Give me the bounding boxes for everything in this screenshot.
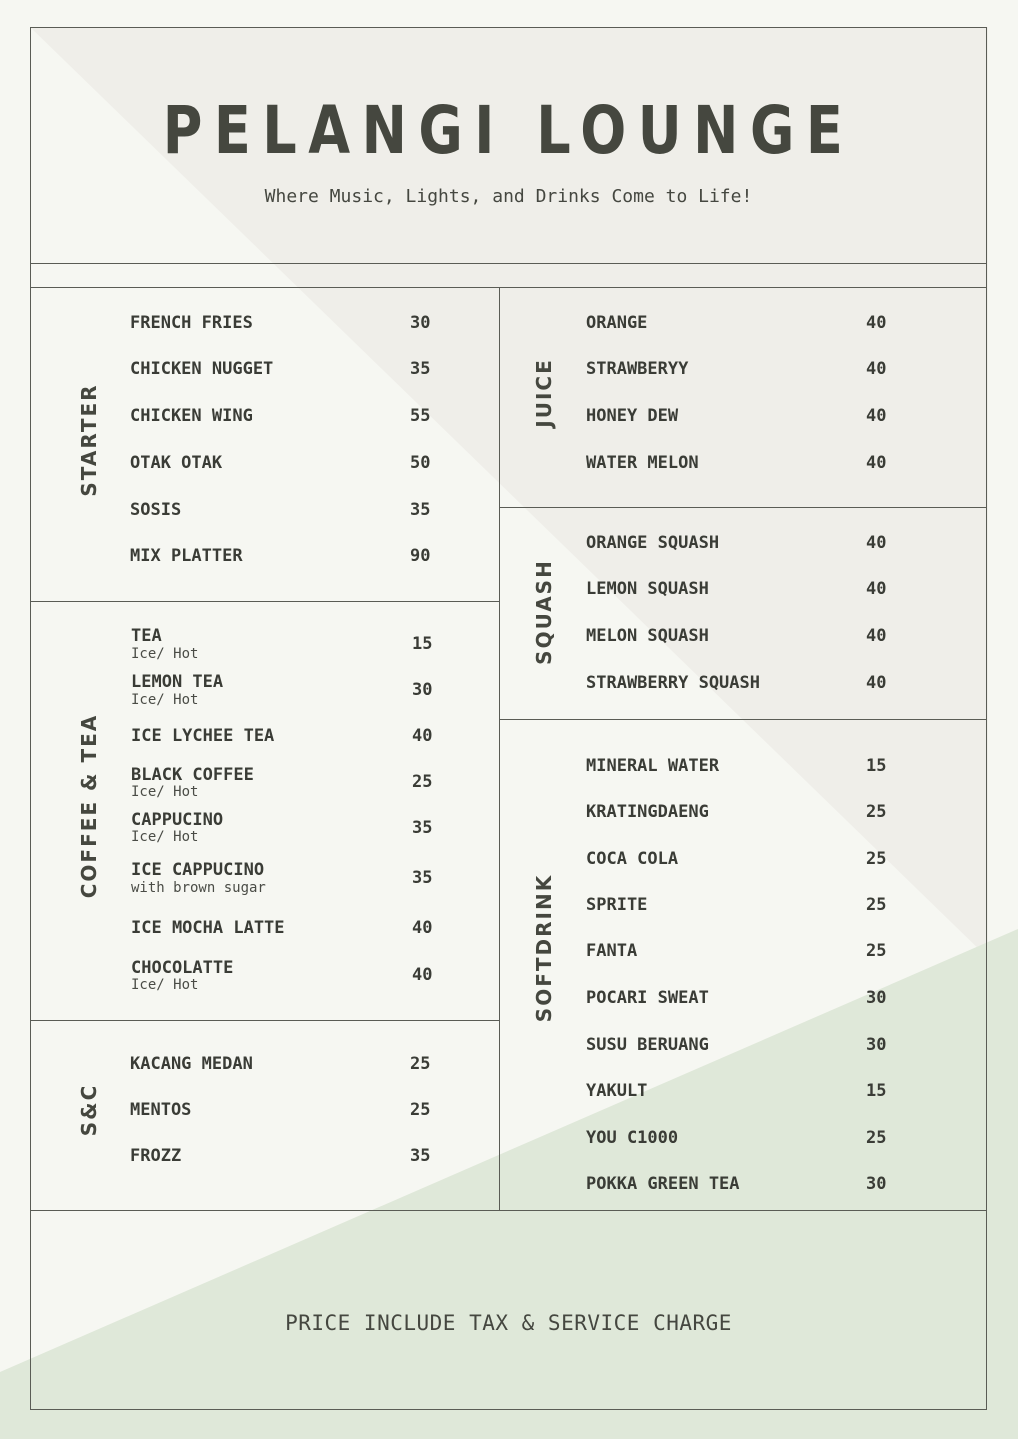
menu-item-price: 30 (412, 680, 433, 700)
menu-item-name: CAPPUCINO (131, 810, 224, 830)
menu-item-name: YOU C1000 (586, 1128, 679, 1148)
coffee-snc-divider (30, 1020, 499, 1021)
menu-item-name: MENTOS (130, 1100, 192, 1120)
menu-item-price: 40 (412, 918, 433, 938)
menu-item-price: 55 (410, 406, 431, 426)
menu-item-price: 35 (410, 500, 431, 520)
menu-item-name: CHICKEN NUGGET (130, 359, 274, 379)
menu-item-price: 30 (410, 313, 431, 333)
footer-divider (30, 1210, 987, 1211)
menu-item-price: 15 (866, 1081, 887, 1101)
menu-item-price: 35 (412, 818, 433, 838)
menu-item-price: 25 (866, 849, 887, 869)
menu-item-name: ICE MOCHA LATTE (131, 918, 285, 938)
category-label-snc: S&C (77, 1083, 101, 1137)
squash-softdrink-divider (500, 719, 987, 720)
menu-item-price: 25 (410, 1100, 431, 1120)
menu-item-name: ORANGE (586, 313, 648, 333)
menu-item-price: 25 (866, 895, 887, 915)
menu-item-price: 40 (866, 359, 887, 379)
menu-item-name: CHICKEN WING (130, 406, 253, 426)
menu-item-name: FANTA (586, 941, 638, 961)
menu-item-name: LEMON TEA (131, 672, 224, 692)
category-label-juice: JUICE (532, 358, 556, 428)
juice-squash-divider (500, 507, 987, 508)
menu-item-name: MINERAL WATER (586, 756, 720, 776)
category-label-coffee-tea: COFFEE & TEA (77, 713, 101, 899)
menu-item-price: 15 (412, 634, 433, 654)
category-label-softdrink: SOFTDRINK (532, 873, 556, 1023)
menu-item-name: BLACK COFFEE (131, 765, 254, 785)
menu-item-name: OTAK OTAK (130, 453, 223, 473)
menu-item-name: KACANG MEDAN (130, 1054, 253, 1074)
menu-item-name: SPRITE (586, 895, 648, 915)
menu-item-price: 35 (412, 868, 433, 888)
menu-item-name: YAKULT (586, 1081, 648, 1101)
menu-item-name: WATER MELON (586, 453, 699, 473)
menu-item-price: 40 (866, 313, 887, 333)
menu-item-price: 40 (866, 453, 887, 473)
starter-coffee-divider (30, 601, 499, 602)
tagline: Where Music, Lights, and Drinks Come to Life! (264, 186, 753, 207)
menu-item-name: POCARI SWEAT (586, 988, 709, 1008)
menu-item-price: 25 (866, 1128, 887, 1148)
column-divider (499, 287, 500, 1210)
menu-item-price: 35 (410, 359, 431, 379)
menu-item-name: LEMON SQUASH (586, 579, 709, 599)
menu-item-price: 40 (866, 626, 887, 646)
menu-item-name: STRAWBERYY (586, 359, 689, 379)
header-divider (30, 263, 987, 264)
menu-item-price: 40 (866, 579, 887, 599)
menu-item-price: 30 (866, 1174, 887, 1194)
menu-item-name: KRATINGDAENG (586, 802, 709, 822)
menu-item-name: SUSU BERUANG (586, 1035, 709, 1055)
category-label-squash: SQUASH (532, 559, 556, 665)
menu-item-price: 25 (412, 772, 433, 792)
menu-item-name: COCA COLA (586, 849, 679, 869)
menu-item-price: 40 (866, 406, 887, 426)
menu-item-note: Ice/ Hot (131, 646, 199, 662)
menu-item-price: 30 (866, 1035, 887, 1055)
menu-item-price: 35 (410, 1146, 431, 1166)
menu-item-price: 40 (866, 533, 887, 553)
menu-item-price: 30 (866, 988, 887, 1008)
menu-item-name: FRENCH FRIES (130, 313, 253, 333)
menu-item-note: Ice/ Hot (131, 977, 199, 993)
menu-item-name: MELON SQUASH (586, 626, 709, 646)
footer-note: PRICE INCLUDE TAX & SERVICE CHARGE (285, 1311, 732, 1335)
menu-item-price: 40 (412, 965, 433, 985)
menu-item-name: FROZZ (130, 1146, 182, 1166)
menu-item-name: POKKA GREEN TEA (586, 1174, 740, 1194)
menu-item-name: TEA (131, 626, 162, 646)
menu-item-name: CHOCOLATTE (131, 958, 234, 978)
menu-item-price: 25 (866, 941, 887, 961)
menu-item-price: 25 (866, 802, 887, 822)
menu-item-note: Ice/ Hot (131, 784, 199, 800)
menu-item-price: 40 (412, 726, 433, 746)
columns-top-divider (30, 287, 987, 288)
menu-item-name: HONEY DEW (586, 406, 679, 426)
menu-item-name: ORANGE SQUASH (586, 533, 720, 553)
menu-item-price: 15 (866, 756, 887, 776)
menu-item-name: ICE LYCHEE TEA (131, 726, 275, 746)
menu-item-name: ICE CAPPUCINO (131, 860, 265, 880)
menu-item-price: 40 (866, 673, 887, 693)
category-label-starter: STARTER (77, 383, 101, 497)
menu-item-name: MIX PLATTER (130, 546, 243, 566)
menu-item-note: Ice/ Hot (131, 692, 199, 708)
menu-item-name: SOSIS (130, 500, 182, 520)
menu-item-note: Ice/ Hot (131, 829, 199, 845)
menu-item-price: 50 (410, 453, 431, 473)
menu-item-price: 90 (410, 546, 431, 566)
menu-item-name: STRAWBERRY SQUASH (586, 673, 760, 693)
page-title: PELANGI LOUNGE (162, 92, 855, 169)
menu-item-price: 25 (410, 1054, 431, 1074)
menu-item-note: with brown sugar (131, 880, 266, 896)
